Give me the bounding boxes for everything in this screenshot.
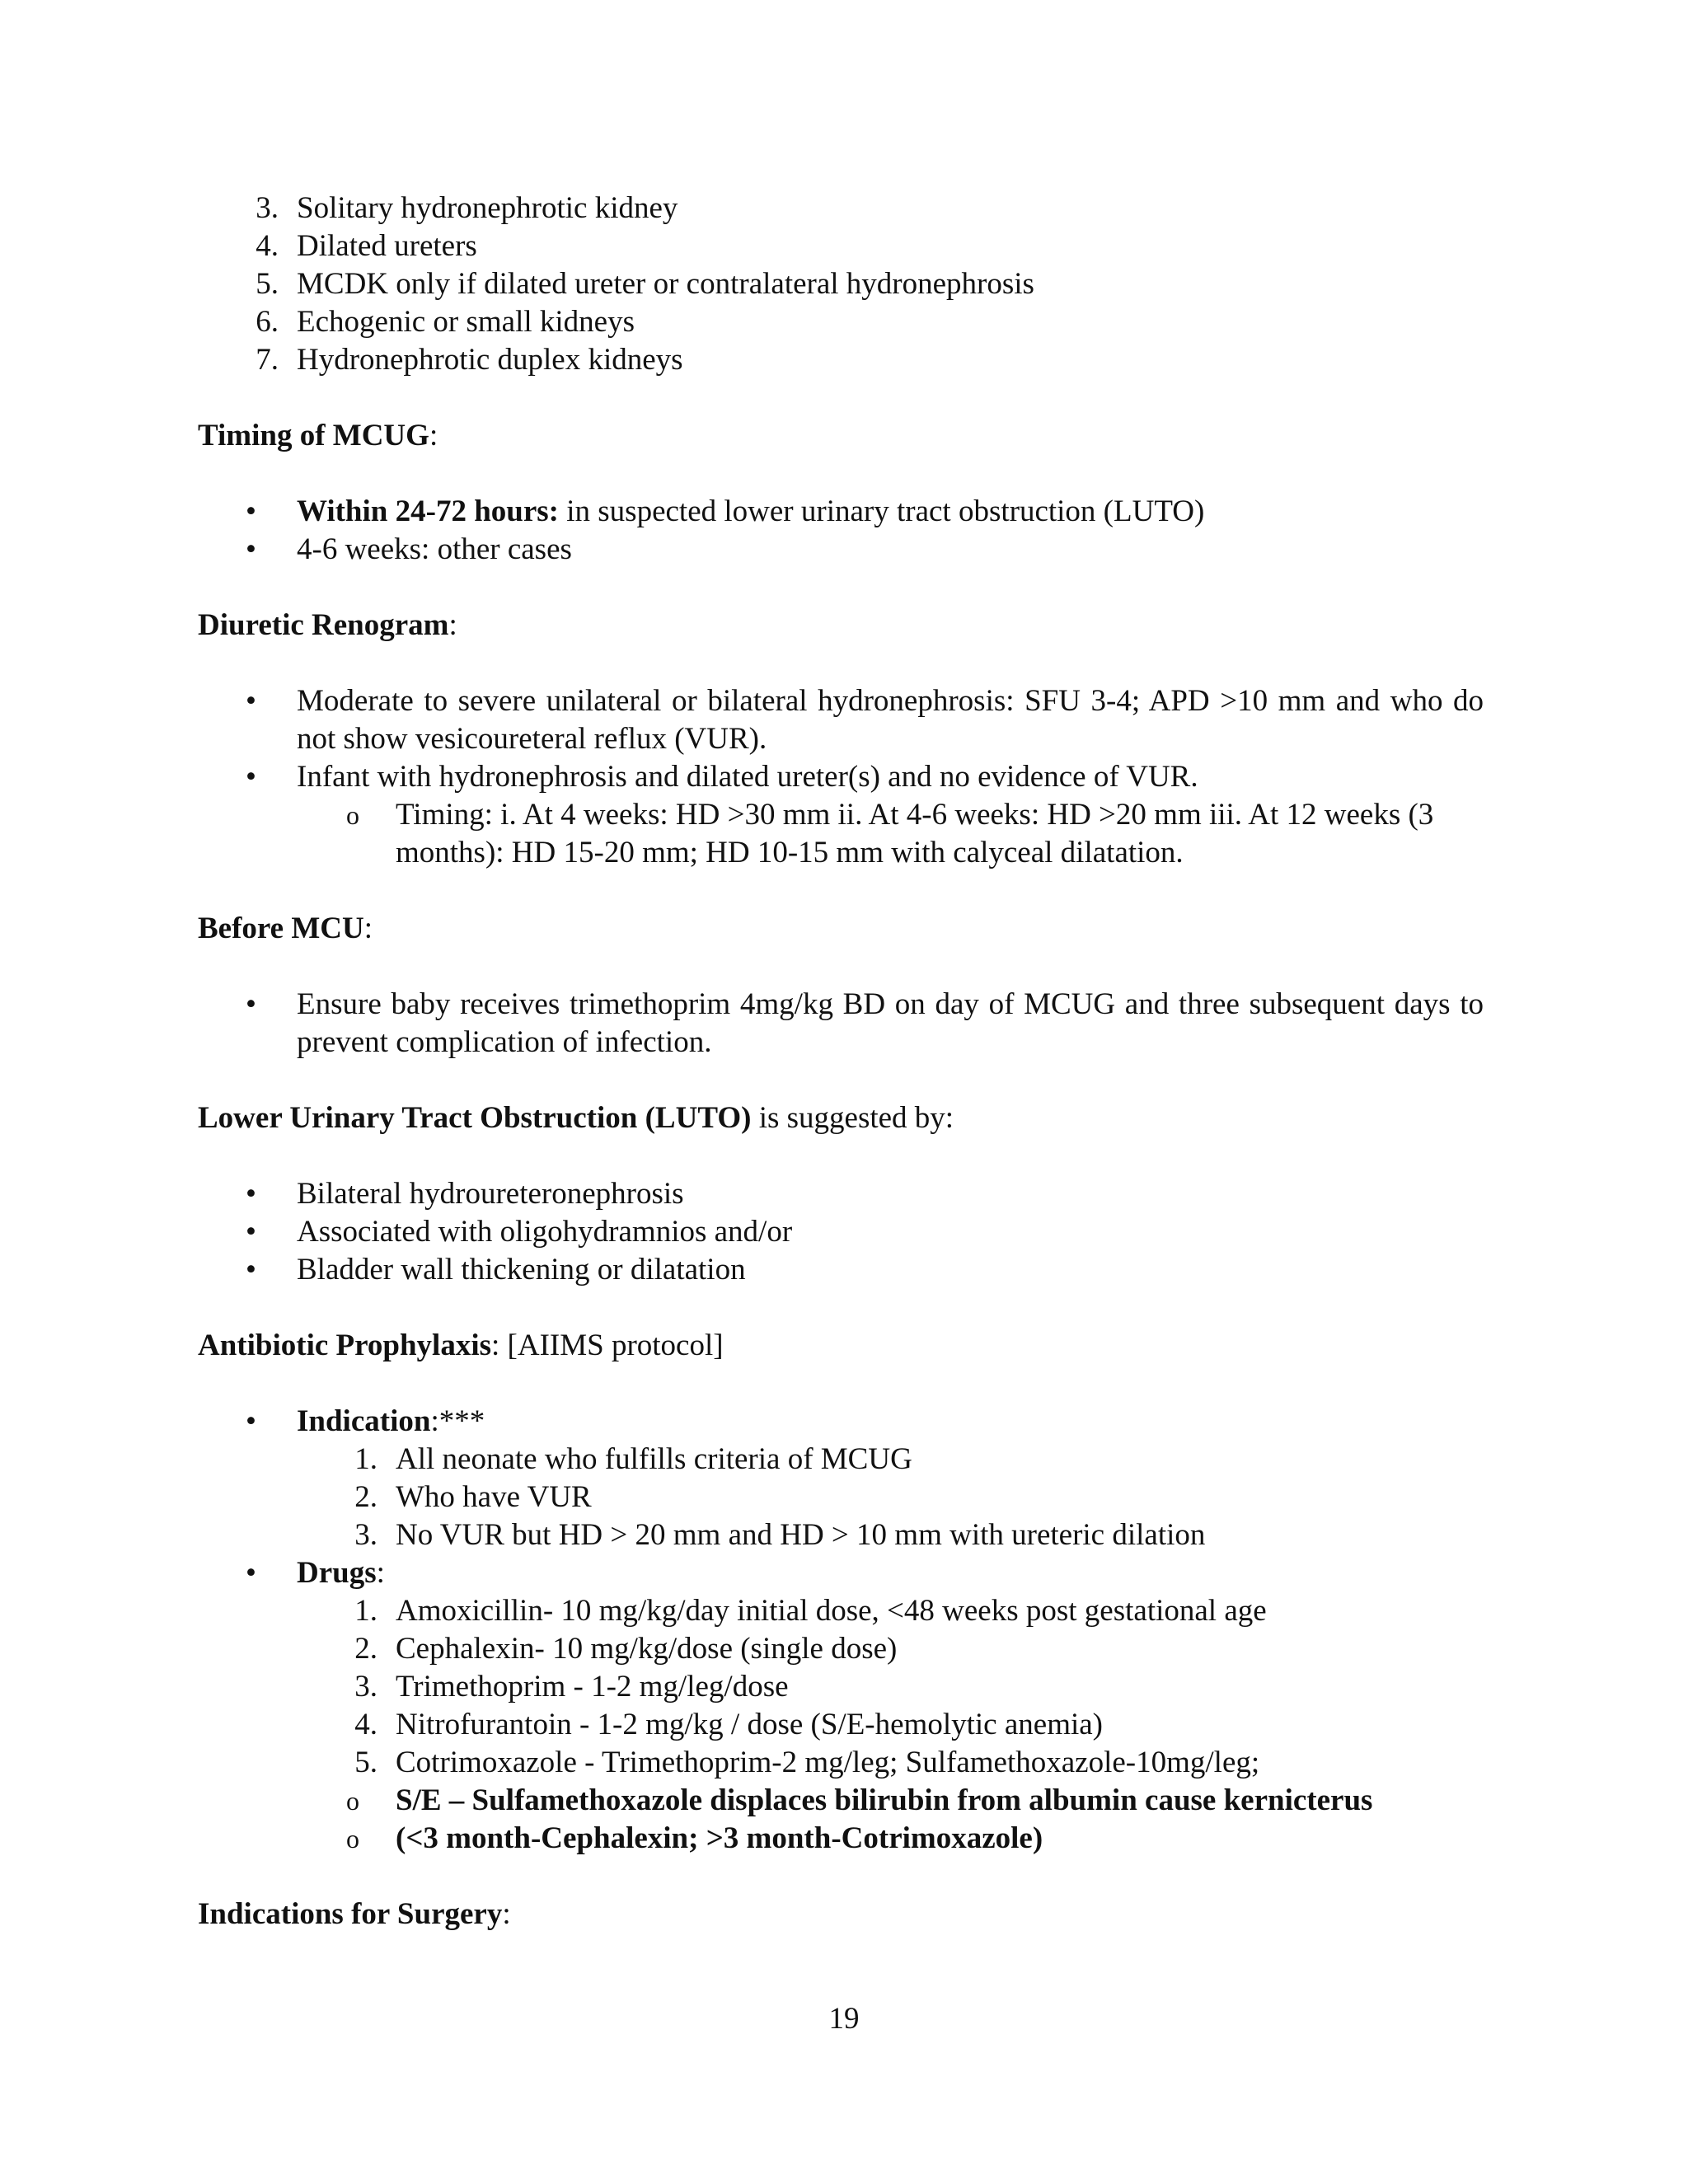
section-heading-renogram: Diuretic Renogram: — [198, 608, 457, 642]
list-item: o (<3 month-Cephalexin; >3 month-Cotrimoxazole) — [198, 1820, 1484, 1858]
list-item: 4. Dilated ureters — [256, 229, 477, 263]
list-item: o Timing: i. At 4 weeks: HD >30 mm ii. At 4-6 weeks: HD >20 mm iii. At 12 weeks (3 months): HD 15-20 mm; HD 10-15 mm with calyceal dilatation. — [346, 798, 1434, 869]
list-item: 5. Cotrimoxazole - Trimethoprim-2 mg/leg; Sulfamethoxazole-10mg/leg; — [354, 1746, 1260, 1779]
bullet-icon: • — [246, 760, 256, 794]
bullet-icon: • — [246, 494, 256, 528]
document-page — [198, 190, 1484, 1933]
page-number: 19 — [828, 2002, 860, 2036]
list-item: 1. All neonate who fulfills criteria of MCUG — [354, 1442, 912, 1476]
bullet-icon: • — [246, 532, 256, 566]
list-item: • Within 24-72 hours: in suspected lower urinary tract obstruction (LUTO) — [198, 493, 1484, 531]
list-item: • Drugs: — [198, 1554, 1484, 1592]
list-item: • Associated with oligohydramnios and/or — [198, 1213, 1484, 1251]
top-numbered-list — [198, 190, 1484, 379]
section-heading-prophylaxis: Antibiotic Prophylaxis: [AIIMS protocol] — [198, 1329, 724, 1362]
bullet-icon: • — [246, 1177, 256, 1211]
list-item: • 4-6 weeks: other cases — [198, 531, 1484, 569]
section-heading-surgery: Indications for Surgery: — [198, 1897, 511, 1931]
list-item: 7. Hydronephrotic duplex kidneys — [256, 343, 683, 377]
list-item: • Ensure baby receives trimethoprim 4mg/kg BD on day of MCUG and three subsequent days to prevent complication of infection. — [246, 987, 1484, 1059]
bullet-icon: • — [246, 1215, 256, 1249]
list-item: 2. Who have VUR — [354, 1480, 592, 1514]
list-item: • Infant with hydronephrosis and dilated ureter(s) and no evidence of VUR. — [198, 758, 1484, 796]
section-heading-luto: Lower Urinary Tract Obstruction (LUTO) is suggested by: — [198, 1101, 954, 1135]
circle-bullet-icon: o — [346, 800, 359, 830]
list-item: 6. Echogenic or small kidneys — [256, 305, 635, 339]
bullet-icon: • — [246, 987, 256, 1021]
list-item: • Bladder wall thickening or dilatation — [198, 1251, 1484, 1289]
section-heading-timing: Timing of MCUG: — [198, 419, 438, 452]
section-heading-before-mcu: Before MCU: — [198, 912, 373, 945]
list-item: 3. No VUR but HD > 20 mm and HD > 10 mm with ureteric dilation — [354, 1518, 1206, 1552]
list-item: • Bilateral hydroureteronephrosis — [198, 1175, 1484, 1213]
list-item: 2. Cephalexin- 10 mg/kg/dose (single dose) — [354, 1632, 898, 1666]
list-item: o S/E – Sulfamethoxazole displaces bilirubin from albumin cause kernicterus — [198, 1782, 1484, 1820]
list-item: 5. MCDK only if dilated ureter or contralateral hydronephrosis — [256, 267, 1034, 301]
bullet-icon: • — [246, 1253, 256, 1286]
bullet-icon: • — [246, 1404, 256, 1438]
list-item: 3. Solitary hydronephrotic kidney — [256, 191, 678, 225]
circle-bullet-icon: o — [346, 1824, 359, 1854]
bullet-icon: • — [246, 684, 256, 718]
list-item: 4. Nitrofurantoin - 1-2 mg/kg / dose (S/E-hemolytic anemia) — [354, 1708, 1103, 1741]
circle-bullet-icon: o — [346, 1786, 359, 1816]
list-item: 1. Amoxicillin- 10 mg/kg/day initial dose, <48 weeks post gestational age — [354, 1594, 1267, 1628]
bullet-icon: • — [246, 1556, 256, 1590]
list-item: • Indication:*** — [198, 1403, 1484, 1441]
list-item: 3. Trimethoprim - 1-2 mg/leg/dose — [354, 1670, 789, 1704]
list-item: • Moderate to severe unilateral or bilateral hydronephrosis: SFU 3-4; APD >10 mm and who do not show vesicoureteral reflux (VUR). — [246, 684, 1484, 756]
